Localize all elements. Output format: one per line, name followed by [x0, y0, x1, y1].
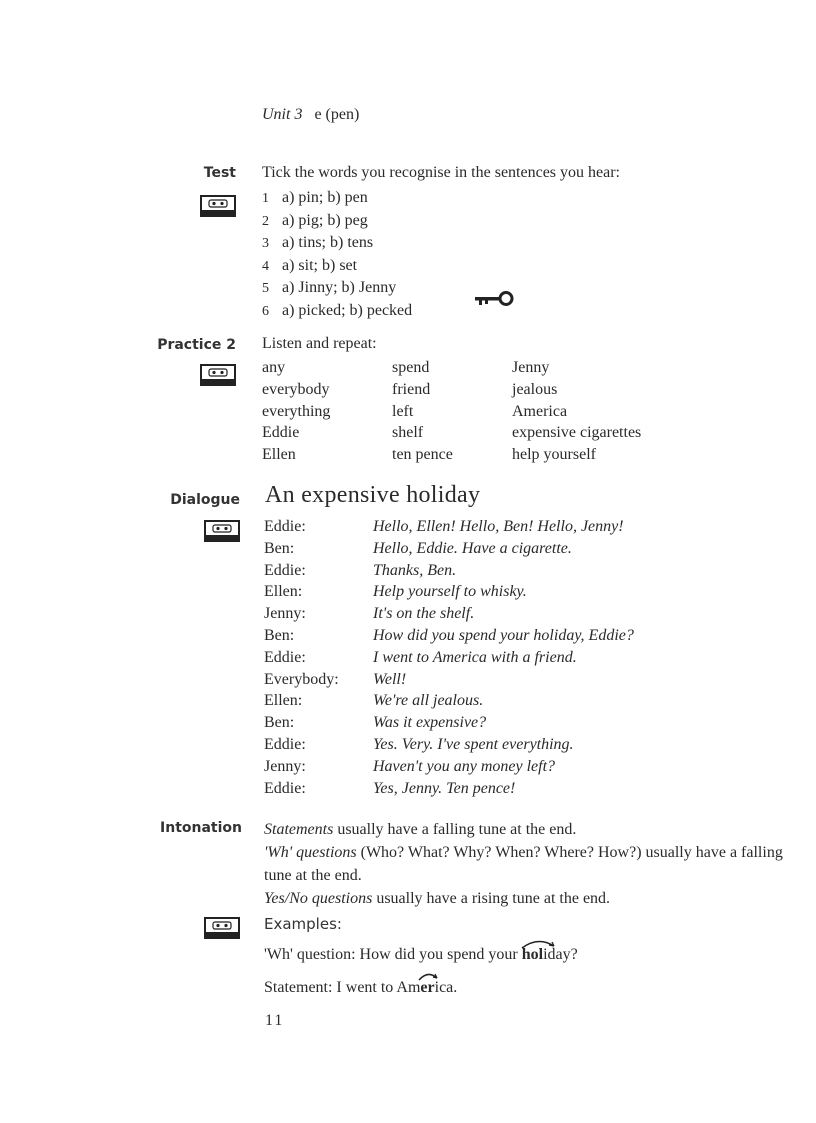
dialogue-title: An expensive holiday	[265, 482, 481, 508]
page-number: 11	[265, 1012, 285, 1029]
word: everything	[262, 402, 331, 420]
test-list	[262, 187, 412, 323]
key-icon	[473, 290, 515, 308]
dialogue-line: Hello, Ellen! Hello, Ben! Hello, Jenny!	[373, 518, 624, 535]
list-item: 2 a) pig; b) peg	[262, 211, 368, 229]
speaker: Eddie:	[264, 648, 306, 666]
word: friend	[392, 380, 431, 398]
cassette-icon[interactable]	[200, 364, 236, 386]
speaker: Ben:	[264, 539, 295, 557]
dialogue-line: I went to America with a friend.	[373, 648, 577, 666]
list-item: 5 a) Jinny; b) Jenny	[262, 279, 397, 297]
word: ten pence	[392, 446, 453, 464]
word: America	[512, 402, 568, 420]
dialogue-line: How did you spend your holiday, Eddie?	[373, 626, 634, 644]
section-label-practice: Practice 2	[157, 337, 236, 353]
word: shelf	[392, 424, 424, 442]
dialogue-line: Help yourself to whisky.	[373, 583, 527, 601]
list-item: 1 a) pin; b) pen	[262, 189, 368, 206]
speaker: Eddie:	[264, 518, 306, 535]
speaker: Eddie:	[264, 779, 306, 797]
speaker: Eddie:	[264, 561, 306, 579]
intonation-rule-yesno: Yes/No questions usually have a rising tune at the end.	[264, 890, 611, 907]
dialogue-line: Thanks, Ben.	[373, 561, 457, 579]
speaker: Jenny:	[264, 757, 306, 775]
test-instruction: Tick the words you recognise in the sentences you hear:	[262, 164, 620, 181]
word: Ellen	[262, 446, 296, 464]
intonation-rule-wh: 'Wh' questions (Who? What? Why? When? Where? How?) usually have a falling tune at the end.	[264, 844, 783, 884]
speaker: Eddie:	[264, 735, 306, 753]
word: any	[262, 359, 286, 376]
dialogue-line: Haven't you any money left?	[373, 757, 556, 775]
intonation-text	[264, 818, 794, 910]
cassette-icon[interactable]	[204, 520, 240, 542]
list-item: 4 a) sit; b) set	[262, 256, 358, 274]
dialogue-line: We're all jealous.	[373, 692, 484, 710]
word: jealous	[512, 380, 558, 398]
dialogue-line: Hello, Eddie. Have a cigarette.	[373, 539, 572, 557]
example-wh-question: 'Wh' question: How did you spend your holiday?	[264, 946, 578, 964]
word: Jenny	[512, 359, 550, 376]
speaker: Ben:	[264, 626, 295, 644]
dialogue-line: Well!	[373, 670, 407, 688]
word: everybody	[262, 380, 330, 398]
falling-tune-icon	[418, 971, 438, 983]
speaker: Jenny:	[264, 605, 306, 623]
word-column-2	[392, 357, 453, 466]
speaker: Ben:	[264, 714, 295, 732]
word: left	[392, 402, 414, 420]
word: help yourself	[512, 446, 596, 464]
word: Eddie	[262, 424, 300, 442]
speaker: Ellen:	[264, 583, 303, 601]
examples-label: Examples:	[264, 915, 342, 933]
speaker: Ellen:	[264, 692, 303, 710]
list-item: 3 a) tins; b) tens	[262, 234, 374, 252]
dialogue-line: Yes. Very. I've spent everything.	[373, 735, 574, 753]
word-column-3	[512, 357, 641, 466]
unit-sound: e (pen)	[314, 106, 360, 123]
word: expensive cigarettes	[512, 424, 642, 442]
dialogue-line: It's on the shelf.	[373, 605, 475, 623]
cassette-icon[interactable]	[200, 195, 236, 217]
unit-header	[262, 106, 359, 124]
intonation-rule-statements: Statements usually have a falling tune at the end.	[264, 821, 577, 838]
practice-instruction: Listen and repeat:	[262, 335, 377, 352]
cassette-icon[interactable]	[204, 917, 240, 939]
dialogue-speakers	[264, 516, 339, 799]
falling-tune-icon	[520, 938, 556, 950]
word-column-1	[262, 357, 330, 466]
dialogue-line: Was it expensive?	[373, 714, 487, 732]
dialogue-lines	[373, 516, 634, 799]
dialogue-line: Yes, Jenny. Ten pence!	[373, 779, 516, 797]
section-label-intonation: Intonation	[160, 820, 242, 836]
example-statement: Statement: I went to Am erica.	[264, 979, 457, 997]
list-item: 6 a) picked; b) pecked	[262, 301, 413, 319]
section-label-test: Test	[203, 165, 236, 181]
unit-number: Unit 3	[262, 106, 303, 123]
word: spend	[392, 359, 430, 376]
speaker: Everybody:	[264, 670, 339, 688]
section-label-dialogue: Dialogue	[170, 492, 240, 508]
